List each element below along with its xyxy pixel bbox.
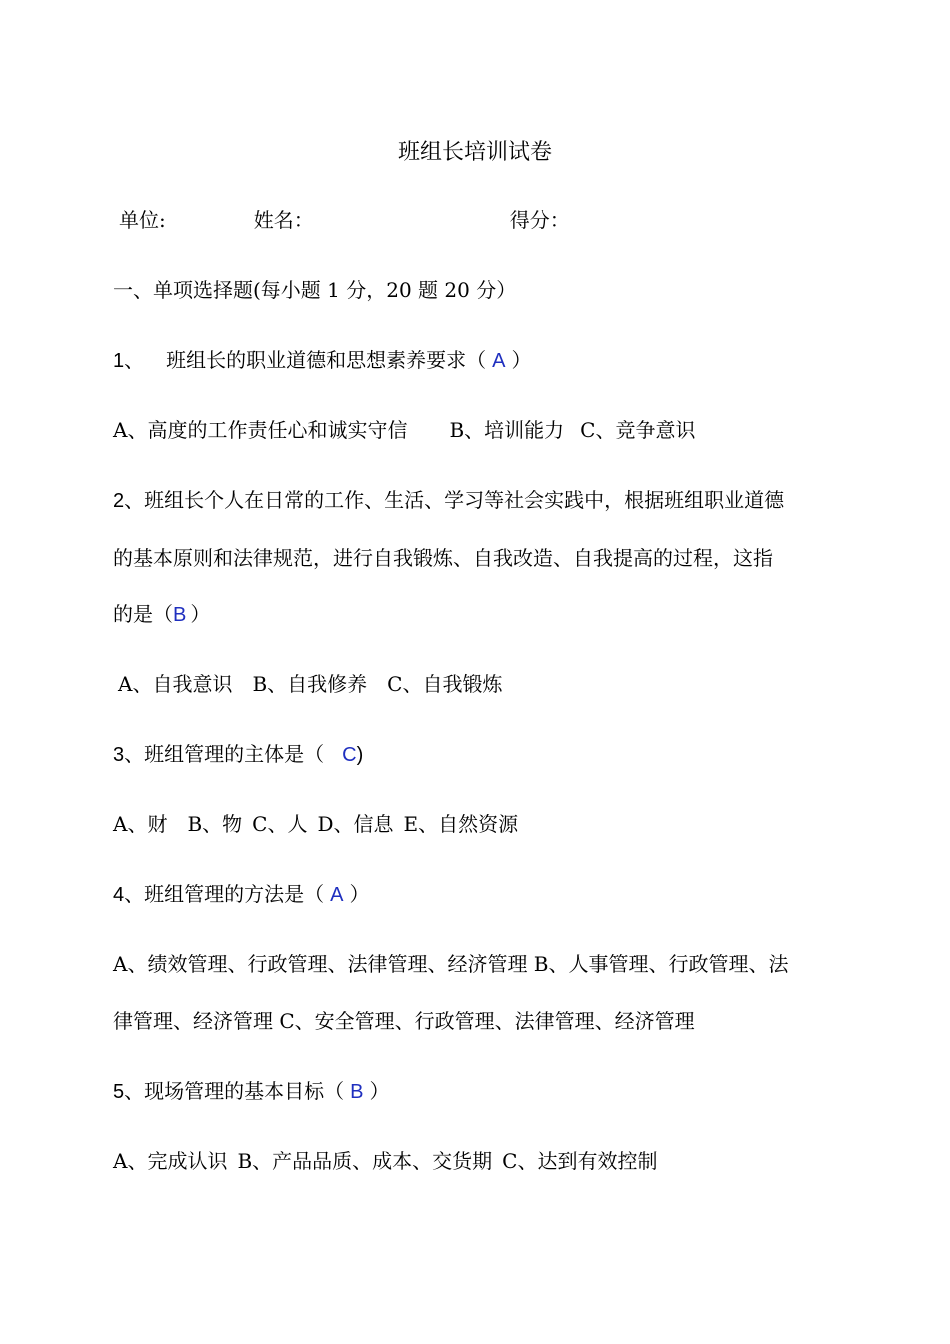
answer-mark: B [173, 604, 187, 626]
question-2-options [118, 670, 502, 698]
question-stem-end: ） [511, 348, 532, 372]
option: A、自我意识 [118, 672, 233, 696]
question-5 [113, 1077, 389, 1106]
score-label: 得分： [509, 208, 570, 232]
question-stem: 的是（ [113, 602, 173, 626]
exam-header [119, 206, 570, 234]
question-3 [113, 740, 363, 769]
name-label: 姓名： [253, 208, 314, 232]
option: D、信息 [317, 812, 394, 836]
question-number: 3、 [113, 744, 145, 766]
option: C、达到有效控制 [502, 1149, 658, 1173]
question-stem-end: ) [356, 744, 364, 766]
question-1-options [113, 416, 695, 444]
page-title: 班组长培训试卷 [397, 140, 552, 165]
section-heading: 一、单项选择题(每小题 1 分，20 题 20 分） [113, 278, 517, 302]
question-stem-end: ） [190, 602, 211, 626]
option: B、物 [187, 812, 243, 836]
option: B、产品品质、成本、交货期 [237, 1149, 493, 1173]
option: C、竞争意识 [580, 418, 696, 442]
question-stem-end: ） [369, 1079, 390, 1103]
answer-mark: B [350, 1081, 364, 1103]
question-5-options [113, 1147, 657, 1175]
question-number: 5、 [113, 1081, 145, 1103]
question-stem: 班组长的职业道德和思想素养要求（ [166, 348, 487, 372]
option: A、完成认识 [113, 1149, 228, 1173]
question-2-continued: 的基本原则和法律规范，进行自我锻炼、自我改造、自我提高的过程，这指 [113, 546, 773, 570]
question-1 [113, 346, 531, 375]
answer-mark: A [330, 884, 344, 906]
option: E、自然资源 [403, 812, 519, 836]
option: C、人 [252, 812, 308, 836]
question-number: 2、 [113, 490, 145, 512]
unit-label: 单位: [119, 208, 166, 232]
question-stem: 班组长个人在日常的工作、生活、学习等社会实践中，根据班组职业道德 [144, 488, 785, 512]
question-2-end [113, 600, 210, 629]
question-2 [113, 486, 784, 515]
answer-mark: C [342, 744, 357, 766]
option: B、自我修养 [252, 672, 368, 696]
question-number: 1、 [113, 350, 145, 372]
question-3-options [113, 810, 518, 838]
option: C、自我锻炼 [387, 672, 503, 696]
option: B、培训能力 [449, 418, 565, 442]
question-4 [113, 880, 369, 909]
question-stem-end: ） [349, 882, 370, 906]
option: A、财 [113, 812, 168, 836]
question-stem: 班组管理的主体是（ [144, 742, 325, 766]
question-stem: 现场管理的基本目标（ [144, 1079, 345, 1103]
question-4-options-continued: 律管理、经济管理 C、安全管理、行政管理、法律管理、经济管理 [113, 1009, 695, 1033]
question-stem: 班组管理的方法是（ [144, 882, 325, 906]
question-number: 4、 [113, 884, 145, 906]
answer-mark: A [492, 350, 506, 372]
option: A、高度的工作责任心和诚实守信 [113, 418, 408, 442]
question-4-options: A、绩效管理、行政管理、法律管理、经济管理 B、人事管理、行政管理、法 [113, 952, 789, 976]
